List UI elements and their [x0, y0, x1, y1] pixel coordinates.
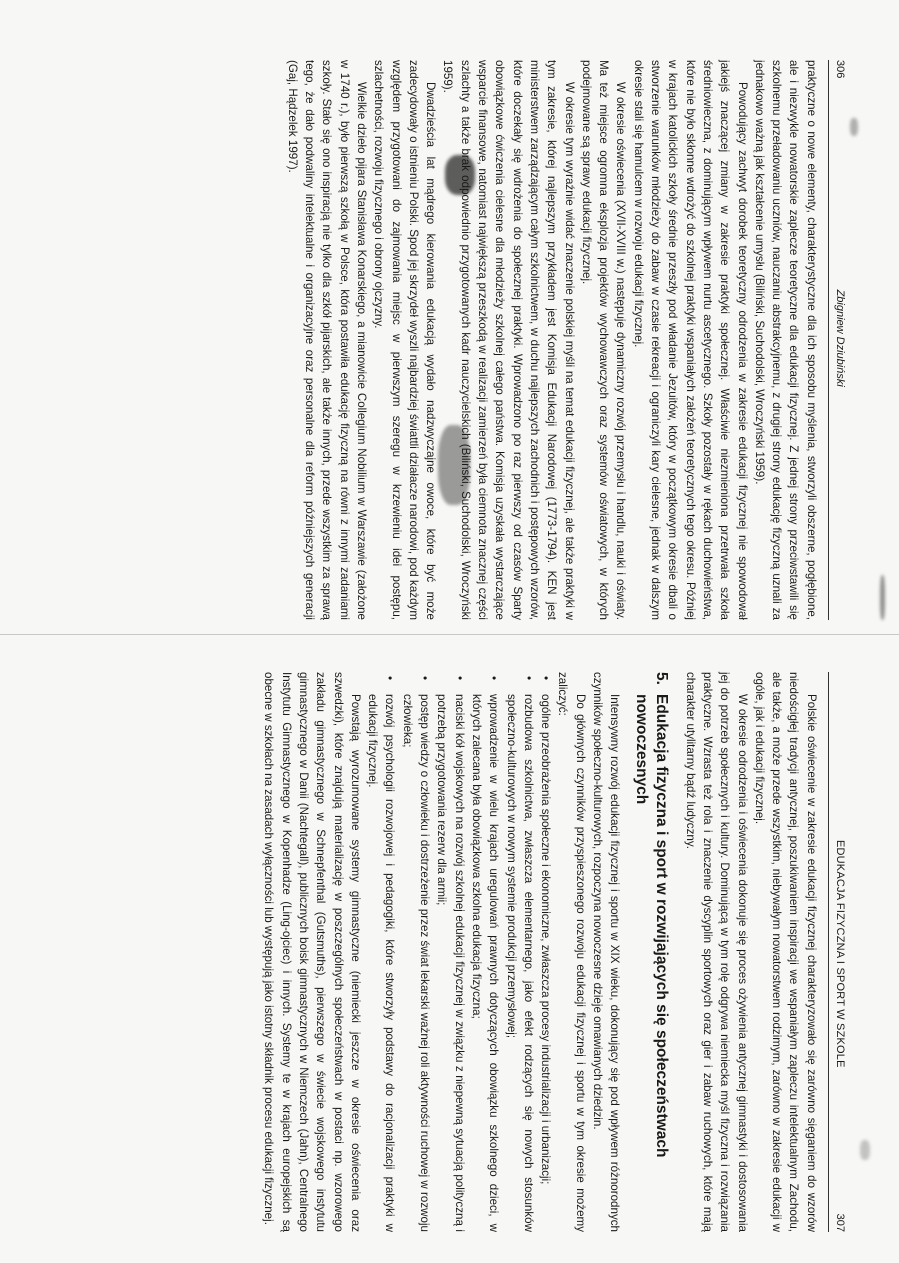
body-paragraph: praktyczne o nowe elementy, charakterystyczne dla ich sposobu myślenia, stworzyli obszerne, pogłębione, ale i niezwykle nowatorskie zaplecze teoretyczne dla edukacji fizycznej. Z jednej strony przeciwstawili się szkolnemu przeładowaniu uczniów, nauczaniu abstrakcyjnemu, z drugiej strony edukację fizyczną uznali za jednakowo ważną jak kształcenie umysłu (Biliński, Suchodolski, Wroczyński 1959).: [752, 60, 818, 620]
list-item: • rozwój psychologii rozwojowej i pedagogiki, które stworzyły podstawy do racjonalizacji praktyki w edukacji fizycznej.: [364, 672, 399, 1232]
body-paragraph: Polskie oświecenie w zakresie edukacji fizycznej charakteryzowało się zarówno sięganiem do wzorów niedościgłej tradycji antycznej, poszukiwaniem inspiracji we wspaniałym zapleczu intelektualnym Zachodu, ale także, a może przede wszystkim, niebywałym nowatorstwem rodzimym, zarówno w zakresie edukacji w ogóle, jak i edukacji fizycznej.: [752, 672, 818, 1232]
section-number: 5.: [653, 672, 671, 685]
running-header-title: EDUKACJA FIZYCZNA I SPORT W SZKOLE: [834, 839, 846, 1068]
body-paragraph: W okresie oświecenia (XVII-XVIII w.) następuje dynamiczny rozwój przemysłu i handlu, nauki i oświaty. Ma też miejsce ogromna eksplozja projektów wychowawczych oraz systemów oświatowych, w których podejmowane są sprawy edukacji fizycznej.: [579, 60, 628, 620]
section-heading: [631, 672, 671, 1232]
scanner-fold-line: [0, 634, 899, 635]
list-item: • rozbudowa szkolnictwa, zwłaszcza elementarnego, jako efekt rodzących się nowych stosunków społeczno-kulturowych w nowym systemie produkcji przemysłowej;: [502, 672, 537, 1232]
section-title: Edukacja fizyczna i sport w rozwijających się społeczeństwach nowoczesnych: [633, 694, 671, 1158]
list-item: • wprowadzenie w wielu krajach uregulowań prawnych dotyczących obowiązku szkolnego dzieci, w których zalecana była obowiązkowa szkolna edukacja fizyczna;: [468, 672, 503, 1232]
body-paragraph: Wielkie dzieło pijara Stanisława Konarskiego, a mianowicie Collegium Nobilium w Warszawie (założone w 1740 r.), było pierwszą szkołą w Polsce, która postawiła edukację fizyczną na równi z innymi zadaniami szkoły. Stało się ono inspiracją nie tylko dla szkół pijarskich, ale także innych, przede wszystkim za sprawą tego, że dało podwaliny intelektualne i organizacyjne oraz personalne dla reform późniejszych generacji (Gaj, Hądzelek 1997).: [285, 60, 368, 620]
list-item: • postęp wiedzy o człowieku i dostrzeżenie przez świat lekarski ważnej roli aktywności ruchowej w rozwoju człowieka;: [398, 672, 433, 1232]
body-paragraph: W okresie tym wyraźnie widać znaczenie polskiej myśli na temat edukacji fizycznej, ale także praktyki w tym zakresie, której najlepszym przykładem jest Komisja Edukacji Narodowej (1773-1794). KEN jest ministerstwem zarządzającym całym szkolnictwem, w duchu najlepszych zachodnich i postępowych wzorów, które doczekały się wdrożenia do społecznej praktyki. Wprowadzono po raz pierwszy od czasów Sparty obowiązkowe ćwiczenia cielesne dla młodzieży szkolnej całego państwa. Komisja uzyskała wystarczające wsparcie finansowe, natomiast największą przeszkodą w realizacji zamierzeń była ciemnota znacznej części szlachty a także brak odpowiednio przygotowanych kadr nauczycielskich (Biliński, Suchodolski, Wroczyński 1959).: [441, 60, 576, 620]
body-paragraph: Powodujący zachwyt dorobek teoretyczny odrodzenia w zakresie edukacji fizycznej nie spowodował jakiejś znaczącej zmiany w zakresie praktyki społecznej. Właściwie niezmieniona przetrwała szkoła średniowieczna, z dominującym wpływem nurtu ascetycznego. Szkoły pozostały w rękach duchowieństwa, które nie było skłonne wdrożyć do szkolnej praktyki wspaniałych założeń teoretycznych tego okresu. Później w krajach katolickich szkoły średnie przeszły pod władanie Jezuitów, który w początkowym okresie dbali o stworzenie warunków młodzieży do zabaw w czasie rekreacji i ograniczyli kary cielesne, jednak w dalszym okresie stali się hamulcem w rozwoju edukacji fizycznej.: [631, 60, 749, 620]
scan-smudge: [880, 575, 885, 620]
scan-smudge: [850, 118, 858, 136]
list-item: • naciski kół wojskowych na rozwój szkolnej edukacji fizycznej w związku z niepewną sytuacją polityczną i potrzebą przygotowania rezerw dla armii;: [433, 672, 468, 1232]
running-header-title: Zbigniew Dziubiński: [834, 289, 846, 387]
body-paragraph: Powstają wyrozumowane systemy gimnastyczne (niemiecki jeszcze w okresie oświecenia oraz szwedzki), które znajdują materializację w poszczególnych społeczeństwach w postaci np. wzorowego zakładu gimnastycznego w Schnepfenthal (Gutsmuths), pierwszego w świecie wojskowego instytutu gimnastycznego w Danii (Nachtegall), publicznych boisk gimnastycznych w Niemczech (Jahn), Centralnego Instytutu Gimnastycznego w Kopenhadze (Ling-ojciec) i innych. Systemy te w krajach europejskich są obecne w szkołach na zasadach wyłączności lub występują jako istotny składnik procesu edukacji fizycznej.: [262, 672, 362, 1232]
page-number: 307: [834, 1213, 846, 1232]
running-header: [828, 672, 848, 1232]
scan-smudge: [860, 1140, 870, 1160]
body-paragraph: Intensywny rozwój edukacji fizycznej i sportu w XIX wieku, dokonujący się pod wpływem różnorodnych czynników społeczno-kulturowych, rozpoczyna nowoczesne dzieje omawianych dziedzin.: [591, 672, 622, 1232]
body-paragraph: Do głównych czynników przyspieszonego rozwoju edukacji fizycznej i sportu w tym okresie możemy zaliczyć:: [556, 672, 587, 1232]
book-page-306: [108, 60, 848, 620]
book-page-307: [108, 672, 848, 1232]
body-paragraph: W okresie odrodzenia i oświecenia dokonuje się proces ożywienia antycznej gimnastyki i dostosowania jej do potrzeb społecznych i kultury. Dominującą w tym rolę odgrywa niemiecka myśl fizyczna i rozwiązania praktyczne. Wzrasta też rola i znaczenie dyscyplin sportowych oraz gier i zabaw ruchowych, które mają charakter utylitarny bądź ludyczny.: [683, 672, 749, 1232]
running-header: [828, 60, 848, 620]
body-paragraph: Dwadzieścia lat mądrego kierowania edukacją wydało nadzwyczajne owoce, które być może zadecydowały o istnieniu Polski. Spod jej skrzydeł wyszli najbardziej świattli działacze narodowi, pod każdym względem przygotowani do zajmowania miejsc w pierwszym szeregu w krzewieniu idei postępu, szlachetności, rozwoju fizycznego i obrony ojczyzny.: [372, 60, 438, 620]
page-number: 306: [834, 60, 846, 79]
list-item: • ogólne przeobrażenia społeczne i ekonomiczne, zwłaszcza procesy industrializacji i urbanizacji;: [537, 672, 554, 1232]
factor-list: [364, 672, 554, 1232]
